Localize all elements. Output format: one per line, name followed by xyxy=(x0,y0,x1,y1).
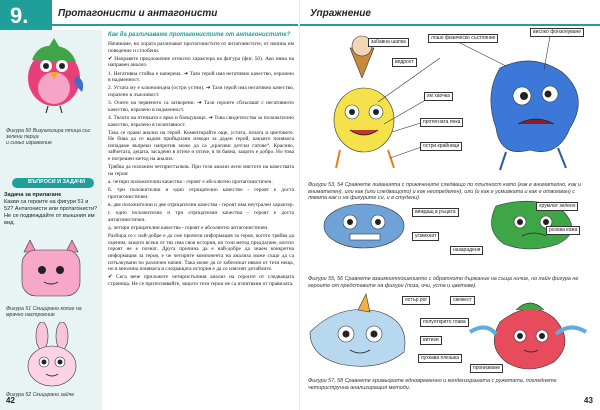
paragraph: Така се прави анализ на герой. Коментирайте още, устата, позата и цветовете. Не бива да се вадим прибързани изводи за даден герой, какъвто понякога изпадаме въпреки напротив може да са „красиви детски гатове“. Красиво, зайчетата, децата, засадени в птиче и птиче, в тя бавна, защото е добро. Но това е погрешен метод на анализ. xyxy=(108,129,294,163)
chapter-title: Протагонисти и антагонисти xyxy=(58,8,218,19)
label-3: високо фонзонуване xyxy=(530,28,584,37)
paragraph: Трябва да положим четиристъпков. При този анализ ясно мястото на качествата на героя: xyxy=(108,164,294,177)
header-rule xyxy=(52,24,298,26)
label-17: пухкава плюшка xyxy=(418,354,462,363)
figure-53-54-caption: Фигури 53, 54 Сравнете ливанията с прикачените следващо по плътност като (как е внимателно, как и внимателен), или как (или следващото) и как неопределен), или (и как е усмивката и как е отвоюван) с лявата как и на фигурите си, и в студени). xyxy=(308,182,581,202)
label-9: хрумлат зелено xyxy=(536,202,578,211)
task-title: Задача за прилагане xyxy=(4,192,62,198)
label-13: остър рог xyxy=(402,296,430,305)
exercise-tab xyxy=(12,178,94,188)
label-4: ведрост xyxy=(392,58,417,67)
paragraph: д. четири отрицателни качества - героят е абсолютно антагонистичен. xyxy=(108,224,269,231)
exercise-tab-label: ВЪПРОСИ И ЗАДАЧИ xyxy=(28,179,85,185)
label-12: назарадени xyxy=(450,246,483,255)
paragraph: ✔ Направете предложение относно характера на фигура (фиг. 50). Ако няма на направен анализ. xyxy=(108,55,294,69)
label-8: виждащ в ръцата xyxy=(412,208,459,217)
label-18: пронизване xyxy=(470,364,503,373)
label-7: остри крайници xyxy=(420,142,462,151)
task-text: Какви са героите на фигури 51 и 52? Антагонисти или протагонисти? Не се подвеждайте от външния им вид. xyxy=(4,199,98,226)
figure-50-caption xyxy=(6,128,98,147)
figures-55-56-illustration xyxy=(300,192,600,252)
left-header xyxy=(0,0,300,30)
figures-53-54-illustration xyxy=(300,28,600,178)
paragraph: 2. Устата му е клюноиндна (остри устни). ➔ Тази герой има негативно качество, изразено в лъжливост. xyxy=(108,85,294,98)
paragraph: Начинаме, но хората различават протагонистите от антагонистите, от начина им поведение и сглобени. xyxy=(108,41,294,54)
bird-illustration xyxy=(18,36,88,114)
paragraph: г. едно положително и три отрицателни качества - героят е доста антагонистичен. xyxy=(108,210,294,223)
exercise-title: Упражнение xyxy=(310,8,371,19)
chapter-box xyxy=(0,0,52,30)
page-number-left: 42 xyxy=(6,396,15,405)
paragraph: ✔ Сега вече приложете четиристъпния анализ на героите от следващата страница. Не се притеснявайте, защото тези герои не са изпитвани от правилата. xyxy=(108,274,294,287)
right-page xyxy=(300,0,600,410)
label-10: усмихнат xyxy=(412,232,439,241)
label-6: протегната пека xyxy=(420,118,463,127)
label-16: витизи xyxy=(420,336,442,345)
figure-57-58-caption: Фигури 57, 58 Сравнете гримьорите едновременно и кондензираната с ружетата, погледнете четириструнна анализиращия методи. xyxy=(308,378,557,391)
paragraph: 4. Тялото на птичката е ярко и блещукащо. ➔ Това свидетелства за положително качество, изразено в позитивност. xyxy=(108,114,294,128)
figure-52-caption: Фигура 52 Скицирано зайче xyxy=(6,392,75,398)
paragraph: в. две положителни и две отрицателни качества - героят има неутрален характер. xyxy=(108,202,294,208)
label-1: забавна шапка xyxy=(368,38,409,47)
figure-51-caption: Фигура 51 Скицирано копие на мрачно настроение xyxy=(6,306,82,319)
paragraph: 3. Очите на червеното са затворени. ➔ Тази героите сблъскват с негативното качество, изразено в надменност. xyxy=(108,100,294,113)
page-number-right: 43 xyxy=(584,396,593,405)
caption-fig50-text-b: и синьо изражение xyxy=(6,140,52,147)
header-rule-right xyxy=(300,24,600,26)
caption-fig50-text: Фигура 50 Визуализира птица със зелени перца xyxy=(6,128,91,141)
main-text-column xyxy=(108,32,294,289)
paragraph: а. четири положителни качества - героят е абсолютно протагонистичен. xyxy=(108,179,273,186)
question-title: Как да различаваме протагонистите от антагонистите? xyxy=(108,32,291,38)
task-box xyxy=(4,192,98,242)
paragraph: Разбира се с най-добре е да сме прочели информация за героя, когото трябва да оценим, защото всеки от тях има своя история, но този метод предлагане, когото героят не е познат. Друга причина да е най-добре да знаем конкретна информация за героя, е че четирите компонента на анализа може също да са изтълкувани по различен начин. Така може да се забележат някои от тези неща, но в мнозина понякога в следващата история е да се изяснят детайлите. xyxy=(108,233,294,273)
bunny-illustration xyxy=(22,322,82,388)
paragraph: 1. Негативна стойка е наперена. ➔ Тази герой има негативно качество, изразено в надменност. xyxy=(108,70,294,84)
left-sidebar xyxy=(0,30,102,410)
chapter-number: 9. xyxy=(10,3,29,28)
pink-creature-illustration xyxy=(14,238,88,302)
label-5: хм хаочка xyxy=(424,92,453,101)
label-2: лошо физическо състояние xyxy=(428,34,498,43)
figure-55-56-caption: Фигури 55, 56 Сравнете взаимоотношението с обратното държание на съща ничие, но лайн фигура не героите от представите на фигури (поза, очи, уста и цветове). xyxy=(308,276,579,289)
paragraph: б. три положителни и едно отрицателно качество - героят е доста протагонистичен. xyxy=(108,187,294,200)
label-15: полуоткрито глава xyxy=(420,318,469,327)
label-11: розова кожа xyxy=(546,226,580,235)
label-14: свежест xyxy=(450,296,475,305)
